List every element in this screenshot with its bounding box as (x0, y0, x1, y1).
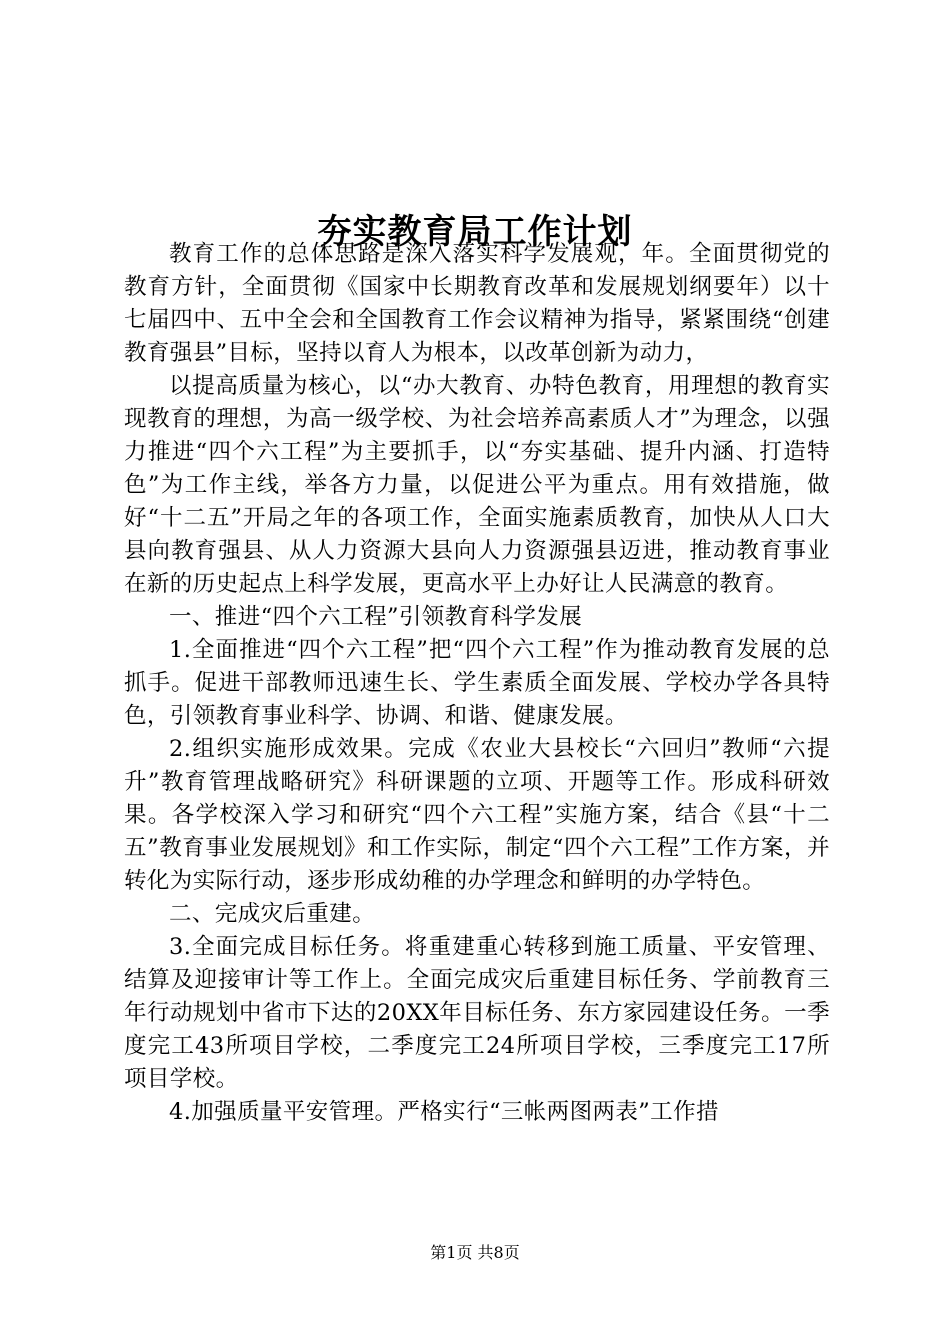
section-heading-2: 二、完成灾后重建。 (169, 901, 376, 927)
paragraph-2: 以提高质量为核心，以“办大教育、办特色教育，用理想的教育实现教育的理想，为高一级学校、为社会培养高素质人才”为理念，以强力推进“四个六工程”为主要抓手，以“夯实基础、提升内涵、打造特色”为工作主线，举各方力量，以促进公平为重点。用有效措施，做好“十二五”开局之年的各项工作，全面实施素质教育，加快从人口大县向教育强县、从人力资源大县向人力资源强县迈进，推动教育事业在新的历史起点上科学发展，更高水平上办好让人民满意的教育。 (124, 373, 830, 597)
document-title: 夯实教育局工作计划 (317, 211, 633, 252)
paragraph-1: 教育工作的总体思路是深入落实科学发展观，年。全面贯彻党的教育方针，全面贯彻《国家中长期教育改革和发展规划纲要年）以十七届四中、五中全会和全国教育工作会议精神为指导，紧紧围绕“创建教育强县”目标，坚持以育人为根本，以改革创新为动力， (124, 241, 830, 366)
paragraph-item-4: 4.加强质量平安管理。严格实行“三帐两图两表”工作措 (169, 1099, 719, 1125)
paragraph-item-3: 3.全面完成目标任务。将重建重心转移到施工质量、平安管理、结算及迎接审计等工作上。全面完成灾后重建目标任务、学前教育三年行动规划中省市下达的20XX年目标任务、东方家园建设任务。一季度完工43所项目学校，二季度完工24所项目学校，三季度完工17所项目学校。 (124, 934, 830, 1092)
document-body (124, 238, 830, 1129)
paragraph-item-1: 1.全面推进“四个六工程”把“四个六工程”作为推动教育发展的总抓手。促进干部教师迅速生长、学生素质全面发展、学校办学各具特色，引领教育事业科学、协调、和谐、健康发展。 (124, 637, 830, 729)
paragraph-item-2: 2.组织实施形成效果。完成《农业大县校长“六回归”教师“六提升”教育管理战略研究》科研课题的立项、开题等工作。形成科研效果。各学校深入学习和研究“四个六工程”实施方案，结合《县“十二五”教育事业发展规划》和工作实际，制定“四个六工程”工作方案，并转化为实际行动，逐步形成幼稚的办学理念和鲜明的办学特色。 (124, 736, 830, 894)
section-heading-1: 一、推进“四个六工程”引领教育科学发展 (169, 604, 583, 630)
page-footer: 第1页 共8页 (430, 1243, 520, 1262)
